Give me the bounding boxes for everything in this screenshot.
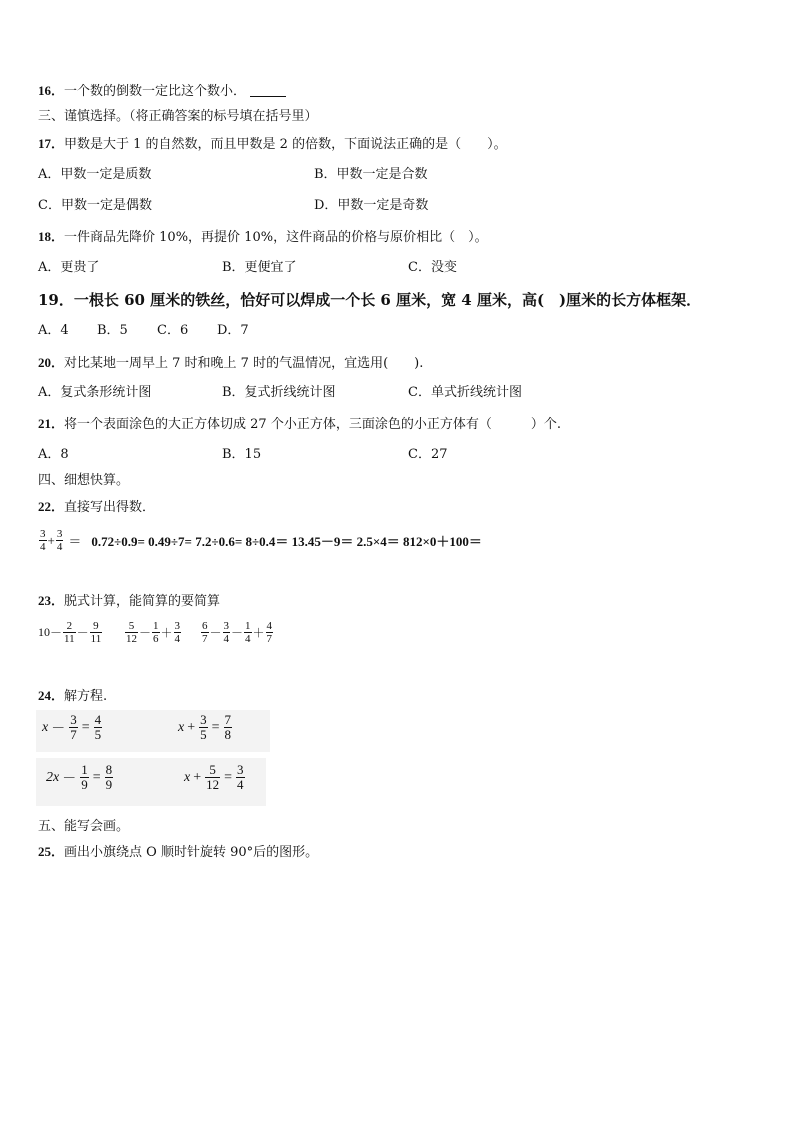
option-b[interactable]: B．15 — [222, 447, 262, 462]
equation-1: x － $\frac{3}{7}$ = $\frac{4}{5}$ — [42, 712, 102, 742]
option-b[interactable]: B．甲数一定是合数 — [314, 167, 428, 182]
question-number: 24． — [38, 688, 65, 703]
equation-2: x + $\frac{3}{5}$ = $\frac{7}{8}$ — [178, 712, 232, 742]
question-24 — [38, 687, 107, 706]
section-5-heading: 五、能写会画。 — [38, 819, 130, 834]
question-text: 一个数的倒数一定比这个数小． — [64, 84, 247, 99]
q23-expression-2: $\frac{5}{12}$ － $\frac{1}{6}$ ＋ $\frac{3}{4}$ — [126, 620, 181, 645]
option-c[interactable]: C．27 — [408, 447, 448, 462]
option-b[interactable]: B．更便宜了 — [222, 260, 297, 275]
question-number: 17． — [38, 136, 65, 151]
question-20 — [38, 354, 423, 373]
option-a[interactable]: A．更贵了 — [38, 260, 100, 275]
question-19 — [38, 291, 701, 309]
question-text: 对比某地一周早上 7 时和晚上 7 时的气温情况，宜选用( ). — [64, 356, 424, 371]
q23-expression-3: $\frac{6}{7}$ － $\frac{3}{4}$ － $\frac{1}{4}$ ＋ $\frac{4}{7}$ — [202, 620, 273, 645]
option-c[interactable]: C．甲数一定是偶数 — [38, 198, 152, 213]
equation-3: 2x － $\frac{1}{9}$ = $\frac{8}{9}$ — [46, 762, 113, 792]
answer-blank[interactable] — [250, 84, 286, 97]
question-text: 解方程. — [64, 689, 108, 704]
option-c[interactable]: C．6 — [157, 323, 189, 338]
question-text: 脱式计算，能简算的要简算 — [64, 594, 221, 609]
option-d[interactable]: D．7 — [217, 323, 249, 338]
question-number: 20． — [38, 355, 65, 370]
equation-4: x + $\frac{5}{12}$ = $\frac{3}{4}$ — [184, 762, 244, 792]
q23-expression-1: 10 － $\frac{2}{11}$ － $\frac{9}{11}$ — [38, 620, 102, 645]
question-text: 一件商品先降价 10%，再提价 10%，这件商品的价格与原价相比（ ）。 — [64, 230, 488, 245]
option-b[interactable]: B．复式折线统计图 — [222, 385, 336, 400]
fraction: $\frac{3}{4}$ — [56, 528, 63, 553]
question-16 — [38, 82, 286, 101]
question-number: 21． — [38, 416, 65, 431]
question-number: 18． — [38, 229, 65, 244]
option-a[interactable]: A．甲数一定是质数 — [38, 167, 152, 182]
question-18 — [38, 228, 488, 247]
option-a[interactable]: A．8 — [38, 447, 69, 462]
calculation-items: 0.72÷0.9= 0.49÷7= 7.2÷0.6= 8÷0.4＝ 13.45－9＝ 2.5×4＝ 812×0＋100＝ — [91, 534, 482, 549]
question-text: 直接写出得数． — [64, 500, 156, 515]
question-text: 甲数是大于 1 的自然数，而且甲数是 2 的倍数，下面说法正确的是（ ）。 — [64, 137, 507, 152]
question-text: 将一个表面涂色的大正方体切成 27 个小正方体，三面涂色的小正方体有（ ）个. — [64, 417, 561, 432]
section-3-heading: 三、谨慎选择。（将正确答案的标号填在括号里） — [38, 109, 318, 124]
option-d[interactable]: D．甲数一定是奇数 — [314, 198, 429, 213]
question-text: 画出小旗绕点 O 顺时针旋转 90°后的图形。 — [64, 845, 319, 860]
option-c[interactable]: C．单式折线统计图 — [408, 385, 522, 400]
question-text: 一根长 60 厘米的铁丝，恰好可以焊成一个长 6 厘米，宽 4 厘米，高( )厘米的长方体框架． — [73, 291, 702, 309]
section-4-heading: 四、细想快算。 — [38, 473, 130, 488]
option-c[interactable]: C．没变 — [408, 260, 457, 275]
question-number: 23． — [38, 593, 65, 608]
fraction: $\frac{3}{4}$ — [40, 528, 46, 553]
question-17 — [38, 135, 507, 154]
option-b[interactable]: B．5 — [97, 323, 128, 338]
question-number: 19． — [38, 291, 74, 309]
question-22 — [38, 498, 155, 517]
question-number: 22． — [38, 499, 65, 514]
question-25 — [38, 843, 318, 862]
q22-calculation-row: $\frac{3}{4}$ + $\frac{3}{4}$ ＝ 0.72÷0.9= 0.49÷7= 7.2÷0.6= 8÷0.4＝ 13.45－9＝ 2.5×4＝ 812×0＋100＝ — [40, 528, 482, 553]
question-21 — [38, 415, 561, 434]
question-number: 25． — [38, 844, 65, 859]
question-number: 16． — [38, 83, 65, 98]
option-a[interactable]: A．4 — [38, 323, 69, 338]
question-23 — [38, 592, 220, 611]
option-a[interactable]: A．复式条形统计图 — [38, 385, 152, 400]
